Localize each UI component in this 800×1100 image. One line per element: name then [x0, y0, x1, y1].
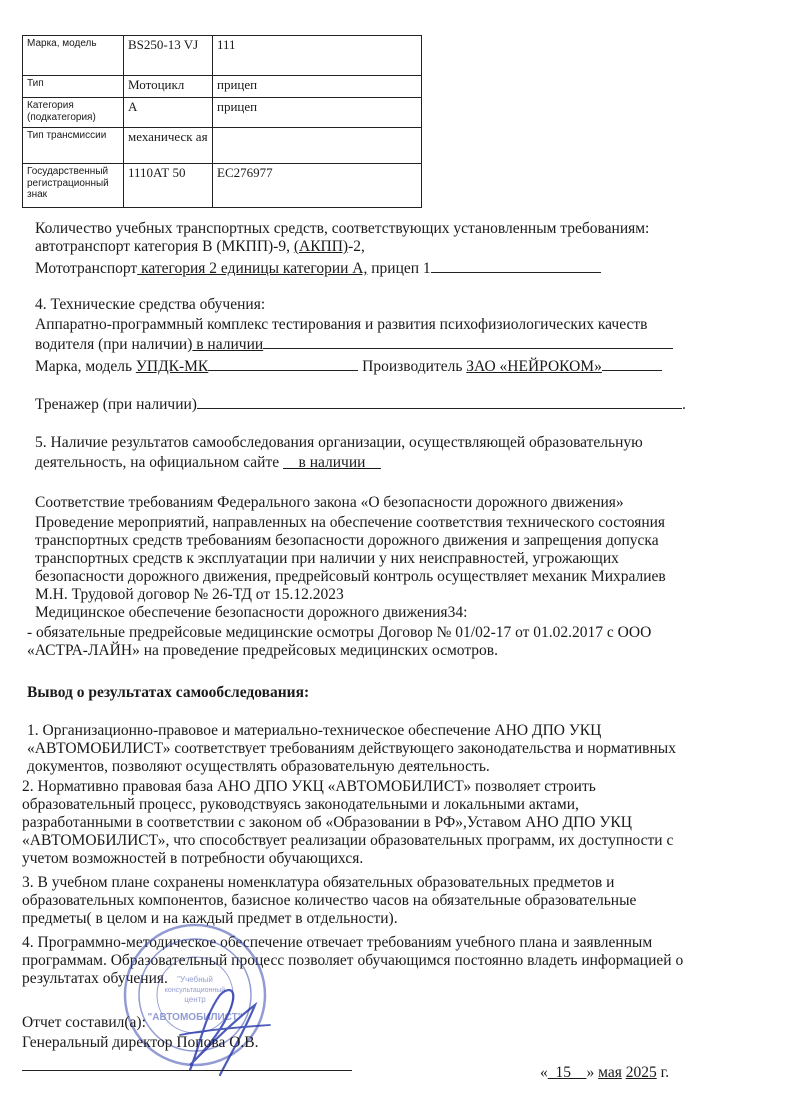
trainer-line [35, 394, 686, 414]
law-heading: Соответствие требованиям Федерального закона «О безопасности дорожного движения» [35, 494, 624, 511]
conclusion-line: «АВТОМОБИЛИСТ», что способствует реализации образовательных программ, их доступности с [22, 832, 674, 849]
table-cell-label: Категория (подкатегория) [23, 98, 124, 128]
table-row [23, 164, 422, 208]
report-author-label: Отчет составил(а): [22, 1014, 146, 1031]
brand-label: Марка, модель [35, 358, 133, 375]
table-cell: 1110АТ 50 [124, 164, 213, 208]
conclusion-line: 1. Организационно-правовое и материально-техническое обеспечение АНО ДПО УКЦ [27, 722, 602, 739]
table-cell: прицеп [213, 98, 422, 128]
conclusion-line: разработанными в соответствии с законом об «Образовании в РФ»,Уставом АНО ДПО УКЦ [22, 814, 632, 831]
date-close-quote: » [586, 1064, 595, 1081]
table-cell-label: Государственный регистрационный знак [23, 164, 124, 208]
table-row [23, 36, 422, 76]
medical-heading: Медицинское обеспечение безопасности дорожного движения34: [35, 604, 468, 621]
date-day-value: 15 [555, 1064, 571, 1081]
fill-line [208, 356, 358, 371]
law-line: транспортных средств к эксплуатации при наличии у них неисправностей, угрожающих [35, 550, 619, 567]
table-cell: Мотоцикл [124, 76, 213, 98]
moto-label: Мототранспорт [35, 260, 138, 277]
date-day [548, 1064, 587, 1081]
vehicle-count-line2-text: автотранспорт категория В (МКПП)-9, [35, 238, 290, 255]
medical-line: - обязательные предрейсовые медицинские осмотры Договор № 01/02-17 от 01.02.2017 с ООО [27, 624, 652, 641]
date-month: мая [598, 1064, 622, 1081]
vehicle-count-line2 [35, 238, 365, 256]
medical-line: «АСТРА-ЛАЙН» на проведение предрейсовых медицинских осмотров. [27, 642, 498, 659]
table-cell-label: Марка, модель [23, 36, 124, 76]
apk-line1: Аппаратно-программный комплекс тестирования и развития психофизиологических качеств [35, 316, 648, 333]
conclusion-line: учетом возможностей в потребности обучающихся. [22, 850, 364, 867]
fill-line [602, 356, 662, 371]
signature [160, 975, 280, 1085]
apk-label: водителя (при наличии) [35, 336, 193, 353]
moto-category-value: категория 2 единицы категории А, [137, 260, 368, 277]
table-cell-label: Тип [23, 76, 124, 98]
vehicle-count-line1: Количество учебных транспортных средств, соответствующих установленным требованиям: [35, 220, 650, 237]
conclusion-heading: Вывод о результатах самообследования: [27, 684, 310, 701]
law-line: транспортных средств требованиям безопасности дорожного движения и запрещения допуска [35, 532, 659, 549]
conclusion-line: программам. Образовательный процесс позволяет обучающимся постоянно владеть информацией о [22, 952, 684, 969]
trainer-label: Тренажер (при наличии) [35, 396, 197, 413]
moto-count-line [35, 258, 601, 278]
akpp-underlined: (АКПП) [293, 238, 349, 255]
date-open-quote: « [540, 1064, 548, 1081]
apk-value: в наличии [192, 336, 264, 353]
law-line: безопасности дорожного движения, предрейсовый контроль осуществляет механик Михралиев [35, 568, 666, 585]
stamp-inner-text: "Учебный [177, 975, 213, 984]
table-row [23, 128, 422, 164]
vehicle-table [22, 35, 422, 208]
table-row [23, 98, 422, 128]
date-year: 2025 [625, 1064, 657, 1081]
table-cell: BS250-13 VJ [124, 36, 213, 76]
self-exam-value: в наличии [283, 454, 381, 471]
table-cell: механическ ая [124, 128, 213, 164]
fill-line [197, 394, 682, 409]
tech-heading: 4. Технические средства обучения: [35, 296, 266, 313]
producer-label: Производитель [362, 358, 463, 375]
date-suffix: г. [660, 1064, 670, 1081]
vehicle-count-line2-tail: -2, [348, 238, 365, 255]
brand-line [35, 356, 662, 376]
conclusion-line: документов, позволяют осуществлять образовательную деятельность. [27, 758, 490, 775]
brand-value: УПДК-МК [135, 358, 209, 375]
stamp-inner-text: консультационный [164, 987, 226, 994]
table-cell: прицеп [213, 76, 422, 98]
table-cell [213, 128, 422, 164]
conclusion-line: результатах обучения. [22, 970, 168, 987]
table-cell: 111 [213, 36, 422, 76]
fill-line [263, 334, 673, 349]
table-cell-label: Тип трансмиссии [23, 128, 124, 164]
director-line: Генеральный директор Попова О.В. [22, 1034, 259, 1051]
law-line: Проведение мероприятий, направленных на обеспечение соответствия технического состояния [35, 514, 666, 531]
conclusion-line: 4. Программно-методическое обеспечение отвечает требованиям учебного плана и заявленным [22, 934, 653, 951]
conclusion-line: образовательных компонентов, базисное количество часов на обязательные образовательные [22, 892, 637, 909]
conclusion-line: «АВТОМОБИЛИСТ» соответствует требованиям действующего законодательства и нормативных [27, 740, 676, 757]
table-cell: А [124, 98, 213, 128]
stamp-center-text: "АВТОМОБИЛИСТ" [147, 1012, 243, 1023]
table-cell: ЕС276977 [213, 164, 422, 208]
fill-line [431, 258, 601, 273]
producer-value: ЗАО «НЕЙРОКОМ» [466, 358, 602, 375]
law-line: М.Н. Трудовой договор № 26-ТД от 15.12.2023 [35, 586, 344, 603]
conclusion-line: 3. В учебном плане сохранены номенклатура обязательных образовательных предметов и [22, 874, 615, 891]
report-date [540, 1064, 669, 1082]
apk-line2 [35, 334, 673, 354]
self-exam-label: деятельность, на официальном сайте [35, 454, 284, 471]
signature-line [22, 1070, 352, 1071]
conclusion-line: предметы( в целом и на каждый предмет в отдельности). [22, 910, 398, 927]
stamp-inner-text: центр [184, 995, 206, 1004]
conclusion-line: образовательный процесс, руководствуясь законодательными и локальными актами, [22, 796, 579, 813]
trainer-end: . [681, 396, 686, 413]
self-exam-line1: 5. Наличие результатов самообследования организации, осуществляющей образовательную [35, 434, 643, 451]
table-row [23, 76, 422, 98]
trailer-count: прицеп 1 [367, 260, 431, 277]
self-exam-line2 [35, 454, 381, 472]
conclusion-line: 2. Нормативно правовая база АНО ДПО УКЦ «АВТОМОБИЛИСТ» позволяет строить [22, 778, 596, 795]
